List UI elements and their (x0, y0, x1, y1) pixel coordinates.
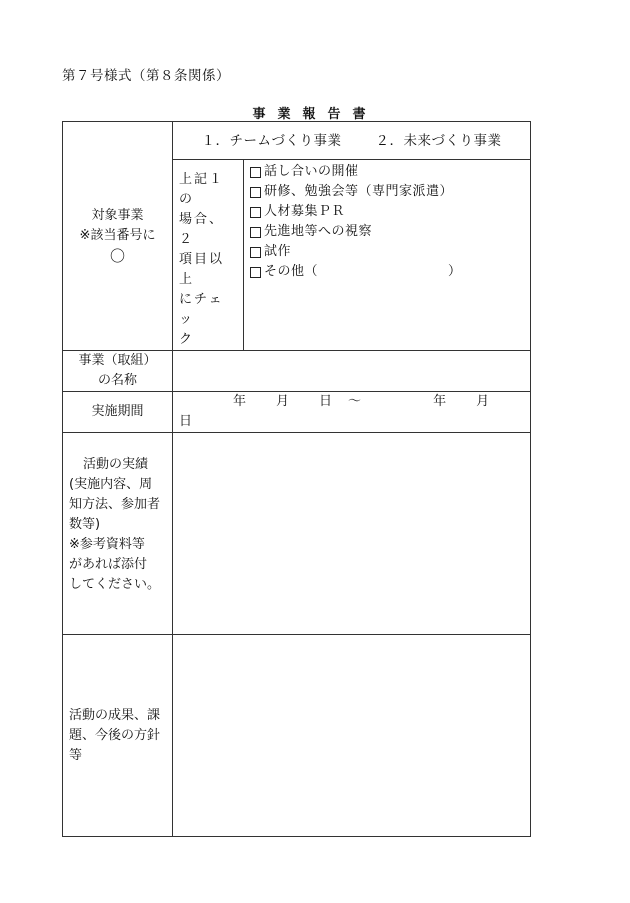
start-day-label: 日 (319, 394, 333, 409)
end-month-label: 月 (476, 394, 490, 409)
achievements-label-line: (実施内容、周 (69, 477, 153, 492)
checklist-item-label: 先進地等への視察 (264, 224, 373, 239)
period-label: 実施期間 (63, 392, 173, 433)
checklist-hint-cell (173, 160, 244, 351)
results-field[interactable] (173, 635, 531, 837)
end-day-label: 日 (179, 414, 193, 429)
checklist-item-training[interactable] (250, 182, 530, 202)
category-option-2[interactable]: ２．未来づくり事業 (375, 132, 502, 149)
project-name-field[interactable] (173, 351, 531, 392)
results-label-cell (63, 635, 173, 837)
checkbox[interactable] (250, 167, 261, 178)
category-cell (173, 122, 531, 160)
results-label-line: 活動の成果、課 (69, 707, 161, 723)
checkbox[interactable] (250, 187, 261, 198)
results-label-line: 等 (69, 747, 83, 763)
checklist-item-label: その他（ (264, 264, 319, 279)
checklist-item-inspection[interactable] (250, 222, 530, 242)
start-month-label: 月 (276, 394, 290, 409)
achievements-label-line: があれば添付 (69, 557, 148, 572)
checkbox[interactable] (250, 227, 261, 238)
hint-line-2: 場合、２ (179, 212, 225, 247)
checkbox[interactable] (250, 247, 261, 258)
project-name-label-cell (63, 351, 173, 392)
target-label-line1: 対象事業 (91, 208, 144, 223)
achievements-label-line: してください。 (69, 577, 161, 592)
form-id: 第７号様式（第８条関係） (62, 68, 230, 84)
period-field[interactable] (173, 392, 531, 433)
checklist-item-prototype[interactable] (250, 242, 530, 262)
start-year-label: 年 (233, 394, 247, 409)
other-close-paren: ） (448, 264, 462, 279)
checklist-item-label: 研修、勉強会等（専門家派遣） (264, 184, 454, 199)
checklist-item-label: 人材募集ＰＲ (264, 204, 346, 219)
results-label-line: 題、今後の方針 (69, 727, 161, 743)
achievements-label-cell (63, 433, 173, 635)
checkbox[interactable] (250, 207, 261, 218)
target-label-line3: 〇 (109, 247, 125, 265)
document-title: 事業報告書 (252, 107, 378, 122)
achievements-label-line: 活動の実績 (83, 457, 149, 472)
hint-line-4: にチェッ (179, 292, 224, 327)
hint-line-3: 項目以上 (179, 252, 225, 287)
target-label-line2: ※該当番号に (79, 228, 156, 243)
project-name-label-line1: 事業（取組） (78, 353, 157, 368)
checklist-item-other[interactable] (250, 262, 530, 282)
hint-line-1: 上記１の (179, 172, 225, 207)
achievements-label-line: ※参考資料等 (69, 537, 145, 552)
achievements-label-line: 知方法、参加者 (69, 497, 161, 512)
checklist-cell (244, 160, 531, 351)
checklist-item-meeting[interactable] (250, 162, 530, 182)
project-name-label-line2: の名称 (97, 373, 137, 388)
checklist-item-label: 試作 (264, 244, 292, 259)
target-label-cell (63, 122, 173, 351)
achievements-label-line: 数等) (69, 517, 101, 532)
hint-line-5: ク (179, 332, 195, 347)
end-year-label: 年 (433, 394, 447, 409)
achievements-field[interactable] (173, 433, 531, 635)
category-option-1[interactable]: １．チームづくり事業 (201, 132, 342, 149)
period-tilde: ～ (348, 394, 362, 409)
checklist-item-label: 話し合いの開催 (264, 164, 359, 179)
checklist-item-recruiting[interactable] (250, 202, 530, 222)
report-table (62, 121, 531, 837)
checkbox[interactable] (250, 267, 261, 278)
